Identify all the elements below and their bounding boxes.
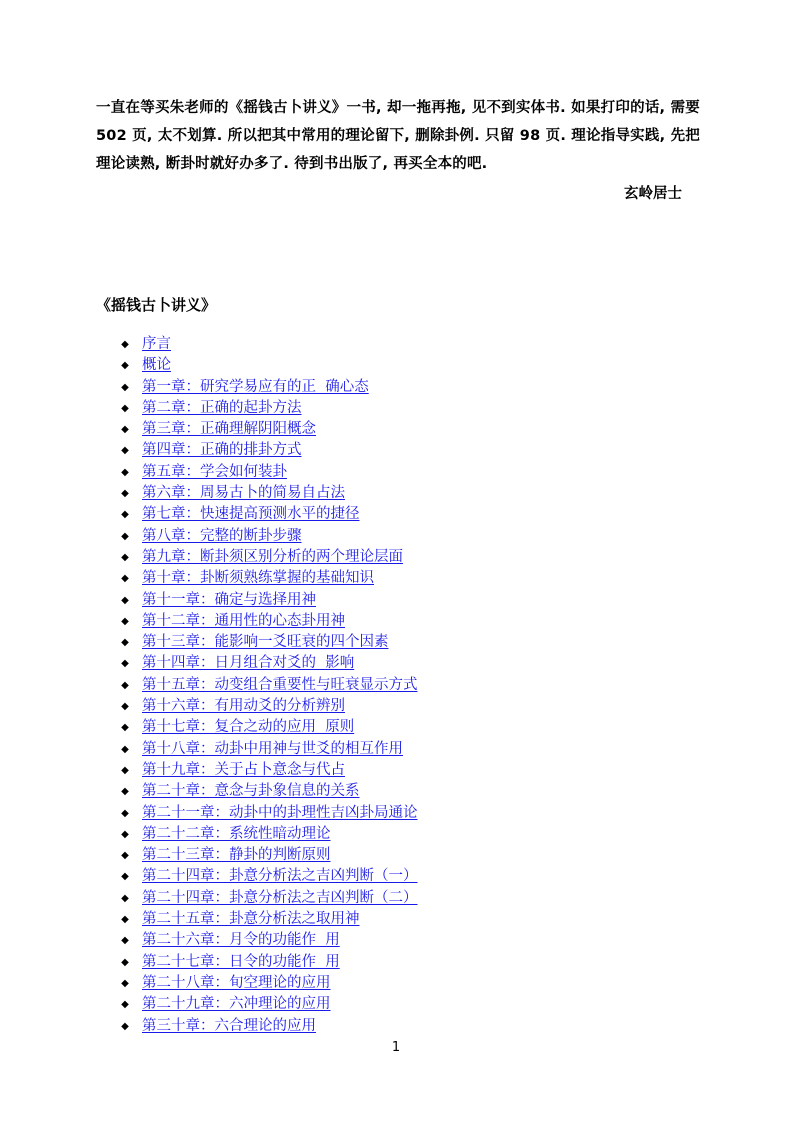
bullet-icon: ◆	[121, 381, 129, 393]
list-item	[96, 590, 716, 611]
toc-link-10[interactable]: 第八章：完整的断卦步骤	[142, 527, 302, 544]
list-item	[96, 632, 716, 653]
bullet-icon: ◆	[121, 509, 129, 521]
list-item	[96, 462, 716, 483]
list-item	[96, 483, 716, 504]
bullet-icon: ◆	[121, 530, 129, 542]
list-item	[96, 419, 716, 440]
toc-link-24[interactable]: 第二十二章：系统性暗动理论	[142, 825, 331, 842]
list-item	[96, 739, 716, 760]
bullet-icon: ◆	[121, 722, 129, 734]
bullet-icon: ◆	[121, 892, 129, 904]
toc-link-15[interactable]: 第十三章：能影响一爻旺衰的四个因素	[142, 634, 389, 651]
bullet-icon: ◆	[121, 743, 129, 755]
toc-link-5[interactable]: 第三章：正确理解阴阳概念	[142, 421, 316, 438]
bullet-icon: ◆	[121, 679, 129, 691]
bullet-icon: ◆	[121, 871, 129, 883]
toc-link-4[interactable]: 第二章：正确的起卦方法	[142, 399, 302, 416]
list-item	[96, 717, 716, 738]
bullet-icon: ◆	[121, 402, 129, 414]
bullet-icon: ◆	[121, 786, 129, 798]
bullet-icon: ◆	[121, 360, 129, 372]
bullet-icon: ◆	[121, 1020, 129, 1032]
bullet-icon: ◆	[121, 445, 129, 457]
list-item	[96, 653, 716, 674]
list-item	[96, 866, 716, 887]
bullet-icon: ◆	[121, 764, 129, 776]
bullet-icon: ◆	[121, 573, 129, 585]
toc-link-30[interactable]: 第二十七章：日令的功能作 用	[142, 953, 340, 970]
list-item	[96, 547, 716, 568]
toc-link-2[interactable]: 概论	[142, 357, 171, 374]
list-item	[96, 377, 716, 398]
toc-link-20[interactable]: 第十八章：动卦中用神与世爻的相互作用	[142, 740, 403, 757]
list-item	[96, 1016, 716, 1037]
page-number: 1	[391, 1040, 401, 1055]
list-item	[96, 611, 716, 632]
list-item	[96, 760, 716, 781]
list-item	[96, 845, 716, 866]
list-item	[96, 696, 716, 717]
list-item	[96, 952, 716, 973]
bullet-icon: ◆	[121, 339, 129, 350]
toc-link-12[interactable]: 第十章：卦断须熟练掌握的基础知识	[142, 570, 374, 587]
toc-link-26[interactable]: 第二十四章：卦意分析法之吉凶判断（一）	[142, 868, 418, 885]
bullet-icon: ◆	[121, 488, 129, 500]
toc-link-19[interactable]: 第十七章：复合之动的应用 原则	[142, 719, 355, 736]
list-item	[96, 568, 716, 589]
toc-link-31[interactable]: 第二十八章：旬空理论的应用	[142, 974, 331, 991]
toc-link-32[interactable]: 第二十九章：六冲理论的应用	[142, 996, 331, 1013]
toc-link-25[interactable]: 第二十三章：静卦的判断原则	[142, 847, 331, 864]
bullet-icon: ◆	[121, 807, 129, 819]
list-item	[96, 888, 716, 909]
toc-link-8[interactable]: 第六章：周易古卜的简易自占法	[142, 485, 345, 502]
toc-link-28[interactable]: 第二十五章：卦意分析法之取用神	[142, 911, 360, 928]
bullet-icon: ◆	[121, 914, 129, 926]
bullet-icon: ◆	[121, 701, 129, 713]
bullet-icon: ◆	[121, 850, 129, 862]
toc-link-13[interactable]: 第十一章：确定与选择用神	[142, 591, 316, 608]
bullet-icon: ◆	[121, 637, 129, 649]
toc-link-9[interactable]: 第七章：快速提高预测水平的捷径	[142, 506, 360, 523]
list-item	[96, 504, 716, 525]
intro-paragraph: 一直在等买朱老师的《摇钱古卜讲义》一书, 却一拖再拖, 见不到实体书. 如果打印的话, 需要 502 页, 太不划算. 所以把其中常用的理论留下, 删除卦例. 只留 98 页. 理论指导实践, 先把理论读熟, 断卦时就好办多了. 待到书出版了, 再买全本的吧.	[96, 100, 700, 172]
list-item	[96, 334, 716, 355]
toc-link-29[interactable]: 第二十六章：月令的功能作 用	[142, 932, 340, 949]
list-item	[96, 973, 716, 994]
toc-link-11[interactable]: 第九章：断卦须区别分析的两个理论层面	[142, 548, 403, 565]
list-item	[96, 803, 716, 824]
toc-link-16[interactable]: 第十四章：日月组合对爻的 影响	[142, 655, 355, 672]
list-item	[96, 930, 716, 951]
bullet-icon: ◆	[121, 828, 129, 840]
bullet-icon: ◆	[121, 999, 129, 1011]
bullet-icon: ◆	[121, 977, 129, 989]
book-title: 《摇钱古卜讲义》	[96, 296, 217, 314]
bullet-icon: ◆	[121, 551, 129, 563]
toc-link-7[interactable]: 第五章：学会如何装卦	[142, 463, 287, 480]
list-item	[96, 909, 716, 930]
toc-link-14[interactable]: 第十二章：通用性的心态卦用神	[142, 612, 345, 629]
toc-link-1[interactable]: 序言	[142, 336, 171, 352]
list-item	[96, 675, 716, 696]
list-item	[96, 355, 716, 376]
bullet-icon: ◆	[121, 466, 129, 478]
toc-link-23[interactable]: 第二十一章：动卦中的卦理性吉凶卦局通论	[142, 804, 418, 821]
list-item	[96, 824, 716, 845]
bullet-icon: ◆	[121, 658, 129, 670]
toc-link-21[interactable]: 第十九章：关于占卜意念与代占	[142, 761, 345, 778]
toc-link-27[interactable]: 第二十四章：卦意分析法之吉凶判断（二）	[142, 889, 418, 906]
author-signature: 玄岭居士	[624, 186, 682, 202]
list-item	[96, 398, 716, 419]
list-item	[96, 440, 716, 461]
toc-link-18[interactable]: 第十六章：有用动爻的分析辨别	[142, 698, 345, 715]
bullet-icon: ◆	[121, 424, 129, 436]
table-of-contents	[96, 334, 716, 1037]
list-item	[96, 994, 716, 1015]
toc-link-6[interactable]: 第四章：正确的排卦方式	[142, 442, 302, 459]
toc-link-3[interactable]: 第一章：研究学易应有的正 确心态	[142, 378, 369, 395]
toc-link-33[interactable]: 第三十章：六合理论的应用	[142, 1017, 316, 1034]
toc-link-17[interactable]: 第十五章：动变组合重要性与旺衰显示方式	[142, 676, 418, 693]
list-item	[96, 526, 716, 547]
bullet-icon: ◆	[121, 615, 129, 627]
toc-link-22[interactable]: 第二十章：意念与卦象信息的关系	[142, 783, 360, 800]
list-item	[96, 781, 716, 802]
bullet-icon: ◆	[121, 956, 129, 968]
bullet-icon: ◆	[121, 594, 129, 606]
bullet-icon: ◆	[121, 935, 129, 947]
